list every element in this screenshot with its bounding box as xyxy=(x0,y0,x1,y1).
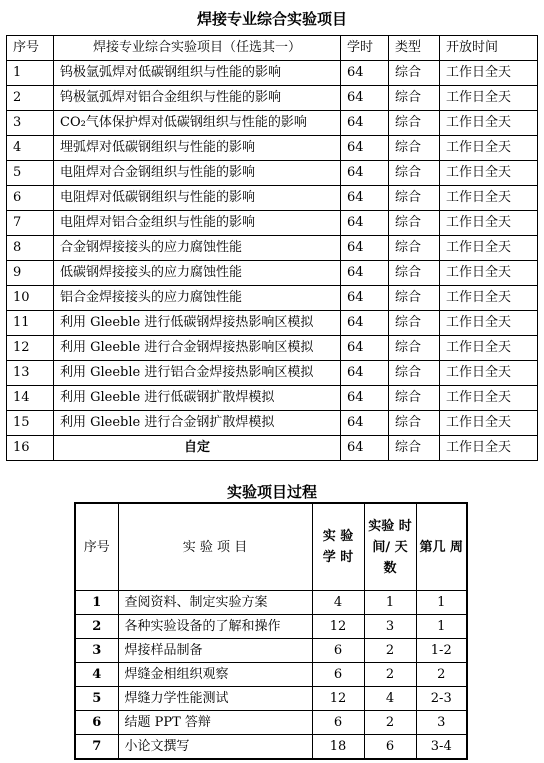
cell-type: 综合 xyxy=(389,436,440,461)
cell-open-time: 工作日全天 xyxy=(440,261,538,286)
cell-seq: 15 xyxy=(7,411,54,436)
header-project: 实 验 项 目 xyxy=(118,503,312,591)
cell-hours: 18 xyxy=(312,735,364,760)
cell-days: 4 xyxy=(364,687,416,711)
cell-open-time: 工作日全天 xyxy=(440,361,538,386)
cell-seq: 14 xyxy=(7,386,54,411)
table-row xyxy=(75,735,467,760)
cell-seq: 6 xyxy=(75,711,118,735)
cell-type: 综合 xyxy=(389,361,440,386)
table-row xyxy=(7,136,538,161)
cell-project: 自定 xyxy=(54,436,341,461)
cell-hours: 6 xyxy=(312,663,364,687)
cell-hours: 64 xyxy=(341,111,389,136)
cell-hours: 6 xyxy=(312,639,364,663)
cell-hours: 64 xyxy=(341,136,389,161)
table-row xyxy=(75,615,467,639)
header-seq: 序号 xyxy=(75,503,118,591)
cell-type: 综合 xyxy=(389,161,440,186)
cell-open-time: 工作日全天 xyxy=(440,286,538,311)
cell-hours: 64 xyxy=(341,311,389,336)
table-row xyxy=(7,111,538,136)
cell-open-time: 工作日全天 xyxy=(440,211,538,236)
table-row xyxy=(7,86,538,111)
cell-week: 3-4 xyxy=(416,735,467,760)
cell-project: 查阅资料、制定实验方案 xyxy=(118,591,312,615)
cell-hours: 6 xyxy=(312,711,364,735)
cell-project: 小论文撰写 xyxy=(118,735,312,760)
table-row xyxy=(7,161,538,186)
cell-seq: 5 xyxy=(7,161,54,186)
cell-hours: 64 xyxy=(341,361,389,386)
cell-project: 焊接样品制备 xyxy=(118,639,312,663)
table-row xyxy=(7,361,538,386)
header-hours: 实 验 学 时 xyxy=(312,503,364,591)
cell-open-time: 工作日全天 xyxy=(440,336,538,361)
cell-type: 综合 xyxy=(389,336,440,361)
cell-project: 电阻焊对低碳钢组织与性能的影响 xyxy=(54,186,341,211)
cell-open-time: 工作日全天 xyxy=(440,186,538,211)
cell-seq: 10 xyxy=(7,286,54,311)
cell-days: 2 xyxy=(364,639,416,663)
cell-project: 各种实验设备的了解和操作 xyxy=(118,615,312,639)
cell-hours: 64 xyxy=(341,436,389,461)
cell-hours: 12 xyxy=(312,687,364,711)
table-row xyxy=(7,236,538,261)
cell-project: 结题 PPT 答辩 xyxy=(118,711,312,735)
table-row xyxy=(75,711,467,735)
cell-hours: 64 xyxy=(341,336,389,361)
cell-days: 2 xyxy=(364,711,416,735)
cell-open-time: 工作日全天 xyxy=(440,161,538,186)
cell-project: 焊缝金相组织观察 xyxy=(118,663,312,687)
cell-project: 钨极氩弧焊对铝合金组织与性能的影响 xyxy=(54,86,341,111)
cell-days: 1 xyxy=(364,591,416,615)
table-row xyxy=(7,286,538,311)
cell-project: 焊缝力学性能测试 xyxy=(118,687,312,711)
experiment-process-table xyxy=(74,502,468,760)
table-row xyxy=(7,261,538,286)
cell-days: 6 xyxy=(364,735,416,760)
cell-days: 2 xyxy=(364,663,416,687)
header-week: 第几 周 xyxy=(416,503,467,591)
table-row xyxy=(75,663,467,687)
cell-hours: 64 xyxy=(341,411,389,436)
table-header-row xyxy=(7,36,538,61)
cell-seq: 16 xyxy=(7,436,54,461)
cell-week: 3 xyxy=(416,711,467,735)
cell-project: 合金钢焊接接头的应力腐蚀性能 xyxy=(54,236,341,261)
cell-hours: 64 xyxy=(341,186,389,211)
cell-project: 利用 Gleeble 进行铝合金焊接热影响区模拟 xyxy=(54,361,341,386)
experiment-projects-table xyxy=(6,35,538,461)
table-header-row xyxy=(75,503,467,591)
cell-open-time: 工作日全天 xyxy=(440,411,538,436)
table1-title: 焊接专业综合实验项目 xyxy=(196,10,347,28)
cell-seq: 7 xyxy=(7,211,54,236)
table-row xyxy=(7,311,538,336)
cell-seq: 8 xyxy=(7,236,54,261)
table-row xyxy=(7,411,538,436)
cell-open-time: 工作日全天 xyxy=(440,136,538,161)
cell-seq: 12 xyxy=(7,336,54,361)
cell-hours: 64 xyxy=(341,86,389,111)
cell-week: 1 xyxy=(416,615,467,639)
cell-project: 电阻焊对铝合金组织与性能的影响 xyxy=(54,211,341,236)
cell-project: 钨极氩弧焊对低碳钢组织与性能的影响 xyxy=(54,61,341,86)
cell-hours: 64 xyxy=(341,236,389,261)
cell-hours: 64 xyxy=(341,261,389,286)
cell-project: CO₂气体保护焊对低碳钢组织与性能的影响 xyxy=(54,111,341,136)
cell-seq: 7 xyxy=(75,735,118,760)
cell-week: 2-3 xyxy=(416,687,467,711)
cell-hours: 64 xyxy=(341,286,389,311)
cell-seq: 13 xyxy=(7,361,54,386)
cell-type: 综合 xyxy=(389,186,440,211)
cell-type: 综合 xyxy=(389,386,440,411)
header-seq: 序号 xyxy=(7,36,54,61)
cell-open-time: 工作日全天 xyxy=(440,236,538,261)
cell-hours: 12 xyxy=(312,615,364,639)
cell-week: 1 xyxy=(416,591,467,615)
cell-seq: 5 xyxy=(75,687,118,711)
cell-seq: 9 xyxy=(7,261,54,286)
cell-type: 综合 xyxy=(389,111,440,136)
header-days: 实验 时间/ 天数 xyxy=(364,503,416,591)
cell-project: 埋弧焊对低碳钢组织与性能的影响 xyxy=(54,136,341,161)
cell-days: 3 xyxy=(364,615,416,639)
table-row xyxy=(7,436,538,461)
cell-open-time: 工作日全天 xyxy=(440,311,538,336)
cell-project: 利用 Gleeble 进行合金钢扩散焊模拟 xyxy=(54,411,341,436)
cell-seq: 6 xyxy=(7,186,54,211)
cell-project: 利用 Gleeble 进行低碳钢焊接热影响区模拟 xyxy=(54,311,341,336)
cell-seq: 3 xyxy=(7,111,54,136)
cell-seq: 1 xyxy=(7,61,54,86)
cell-hours: 4 xyxy=(312,591,364,615)
cell-hours: 64 xyxy=(341,161,389,186)
header-hours: 学时 xyxy=(341,36,389,61)
header-type: 类型 xyxy=(389,36,440,61)
cell-seq: 4 xyxy=(7,136,54,161)
cell-project: 利用 Gleeble 进行合金钢焊接热影响区模拟 xyxy=(54,336,341,361)
cell-type: 综合 xyxy=(389,411,440,436)
cell-project: 利用 Gleeble 进行低碳钢扩散焊模拟 xyxy=(54,386,341,411)
cell-type: 综合 xyxy=(389,61,440,86)
header-project: 焊接专业综合实验项目（任选其一） xyxy=(54,36,341,61)
table-row xyxy=(7,336,538,361)
cell-hours: 64 xyxy=(341,386,389,411)
cell-open-time: 工作日全天 xyxy=(440,111,538,136)
cell-type: 综合 xyxy=(389,261,440,286)
cell-type: 综合 xyxy=(389,136,440,161)
cell-hours: 64 xyxy=(341,211,389,236)
cell-open-time: 工作日全天 xyxy=(440,436,538,461)
cell-type: 综合 xyxy=(389,211,440,236)
table-row xyxy=(75,591,467,615)
cell-seq: 2 xyxy=(7,86,54,111)
cell-open-time: 工作日全天 xyxy=(440,386,538,411)
cell-type: 综合 xyxy=(389,236,440,261)
table-row xyxy=(7,386,538,411)
cell-open-time: 工作日全天 xyxy=(440,86,538,111)
cell-project: 低碳钢焊接接头的应力腐蚀性能 xyxy=(54,261,341,286)
cell-week: 1-2 xyxy=(416,639,467,663)
table-row xyxy=(75,687,467,711)
cell-seq: 3 xyxy=(75,639,118,663)
cell-open-time: 工作日全天 xyxy=(440,61,538,86)
cell-seq: 11 xyxy=(7,311,54,336)
cell-week: 2 xyxy=(416,663,467,687)
cell-seq: 1 xyxy=(75,591,118,615)
cell-project: 电阻焊对合金钢组织与性能的影响 xyxy=(54,161,341,186)
table-row xyxy=(75,639,467,663)
cell-seq: 4 xyxy=(75,663,118,687)
table-row xyxy=(7,186,538,211)
table-row xyxy=(7,61,538,86)
table2-title: 实验项目过程 xyxy=(226,483,317,501)
cell-type: 综合 xyxy=(389,286,440,311)
header-open-time: 开放时间 xyxy=(440,36,538,61)
cell-hours: 64 xyxy=(341,61,389,86)
cell-type: 综合 xyxy=(389,86,440,111)
table-row xyxy=(7,211,538,236)
cell-project: 铝合金焊接接头的应力腐蚀性能 xyxy=(54,286,341,311)
cell-type: 综合 xyxy=(389,311,440,336)
cell-seq: 2 xyxy=(75,615,118,639)
